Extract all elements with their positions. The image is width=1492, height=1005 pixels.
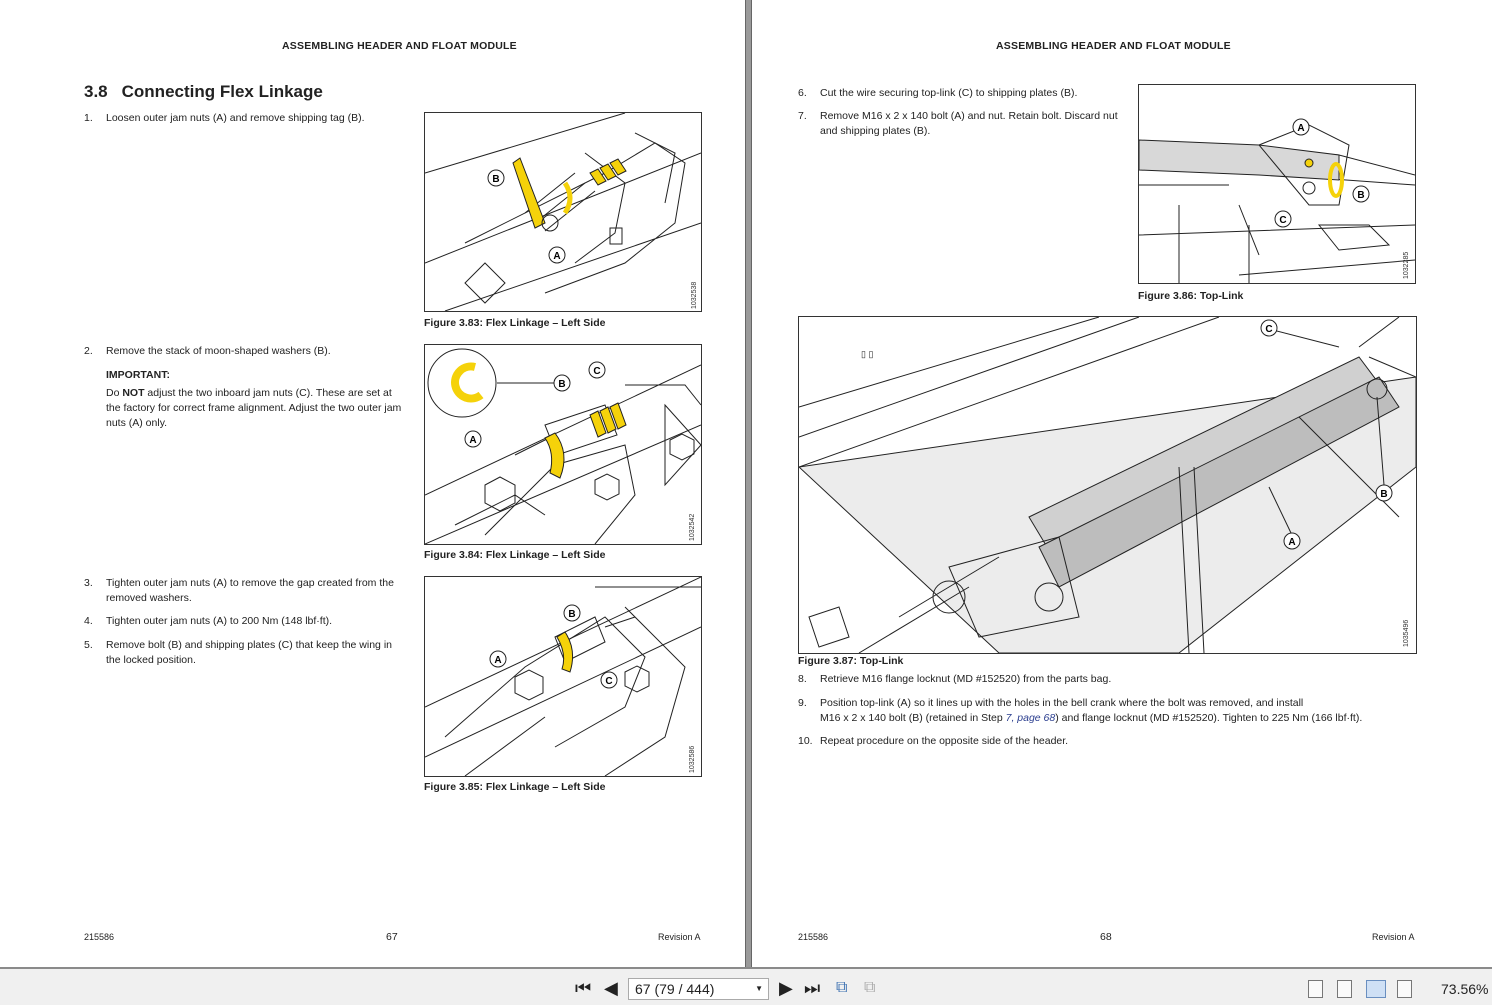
next-page-icon[interactable]: ▶ <box>779 978 793 998</box>
callout-b <box>488 170 504 186</box>
page-67 <box>0 0 745 967</box>
step-number: 9. <box>798 697 807 709</box>
svg-text:B: B <box>568 609 576 620</box>
step-number: 1. <box>84 112 93 124</box>
callout-c <box>1261 320 1277 336</box>
step-text: Tighten outer jam nuts (A) to remove the gap created from the removed washers. <box>106 577 394 604</box>
svg-text:▯ ▯: ▯ ▯ <box>861 349 874 359</box>
zoom-level[interactable]: 73.56% <box>1441 981 1489 997</box>
callout-a <box>549 247 565 263</box>
step-text: Cut the wire securing top-link (C) to shipping plates (B). <box>820 87 1078 99</box>
callout-c <box>589 362 605 378</box>
svg-text:C: C <box>1279 215 1287 226</box>
figure-3-85-image <box>424 576 702 777</box>
step-9-line-1: Position top-link (A) so it lines up with the holes in the bell crank where the bolt was removed, and install <box>820 697 1304 709</box>
step-text: Loosen outer jam nuts (A) and remove shipping tag (B). <box>106 112 365 124</box>
go-forward-view-icon[interactable]: ⧉ <box>864 979 876 996</box>
doc-number: 215586 <box>84 932 115 942</box>
step-number: 4. <box>84 615 93 627</box>
svg-text:C: C <box>605 676 613 687</box>
step-text: Repeat procedure on the opposite side of the header. <box>820 735 1069 747</box>
callout-b <box>1353 186 1369 202</box>
svg-text:A: A <box>553 251 561 262</box>
important-label: IMPORTANT: <box>106 369 170 381</box>
figure-3-83-image <box>424 112 702 312</box>
callout-b <box>564 605 580 621</box>
two-page-view-icon[interactable] <box>1366 980 1386 998</box>
figure-id: 1035496 <box>1403 619 1410 647</box>
callout-a <box>1293 119 1309 135</box>
step-number: 10. <box>798 735 813 747</box>
callout-b <box>1376 485 1392 501</box>
viewer-toolbar <box>0 967 1492 1005</box>
step-number: 8. <box>798 673 807 685</box>
step-9-line-2 <box>820 711 1420 726</box>
svg-text:C: C <box>593 366 601 377</box>
callout-b <box>554 375 570 391</box>
figure-caption: Figure 3.83: Flex Linkage – Left Side <box>424 317 606 329</box>
important-post: adjust the two inboard jam nuts (C). These are set at the factory for correct frame alignment. Adjust the two outer jam nuts (A) only. <box>106 387 402 429</box>
important-pre: Do <box>106 387 123 399</box>
running-header: ASSEMBLING HEADER AND FLOAT MODULE <box>996 40 1231 52</box>
step-number: 6. <box>798 87 807 99</box>
chevron-down-icon[interactable]: ▼ <box>755 984 763 993</box>
section-number: 3.8 <box>84 82 108 101</box>
step-9-post: ) and flange locknut (MD #152520). Tighten to 225 Nm (166 lbf·ft). <box>1055 712 1363 724</box>
figure-id: 1032538 <box>691 281 698 309</box>
figure-3-87-image <box>798 316 1417 654</box>
page-number: 67 <box>386 931 398 943</box>
step-number: 3. <box>84 577 93 589</box>
revision: Revision A <box>1372 932 1415 942</box>
cross-reference-link[interactable]: 7, page 68 <box>1005 712 1056 724</box>
page-field-value: 67 (79 / 444) <box>635 981 715 997</box>
doc-number: 215586 <box>798 932 829 942</box>
callout-a <box>465 431 481 447</box>
step-text: Tighten outer jam nuts (A) to 200 Nm (148 lbf·ft). <box>106 615 333 627</box>
callout-a <box>1284 533 1300 549</box>
figure-id: 1032285 <box>1403 251 1410 279</box>
svg-text:B: B <box>492 174 500 185</box>
step-text <box>820 696 1420 726</box>
last-page-icon[interactable]: ⏭ <box>804 978 821 998</box>
step-text: Remove M16 x 2 x 140 bolt (A) and nut. Retain bolt. Discard nut and shipping plates (B). <box>820 110 1118 137</box>
section-title-text: Connecting Flex Linkage <box>121 82 323 101</box>
svg-text:B: B <box>1380 489 1388 500</box>
previous-page-icon[interactable]: ◀ <box>604 978 618 998</box>
figure-caption: Figure 3.85: Flex Linkage – Left Side <box>424 781 606 793</box>
figure-3-84-image <box>424 344 702 545</box>
step-number: 7. <box>798 110 807 122</box>
figure-3-86-image <box>1138 84 1416 284</box>
figure-caption: Figure 3.86: Top-Link <box>1138 290 1244 302</box>
step-text: Remove the stack of moon-shaped washers (B). <box>106 345 331 357</box>
continuous-view-icon[interactable] <box>1337 980 1352 998</box>
important-bold: NOT <box>122 387 145 399</box>
running-header: ASSEMBLING HEADER AND FLOAT MODULE <box>282 40 517 52</box>
figure-caption: Figure 3.87: Top-Link <box>798 655 904 667</box>
step-text: Remove bolt (B) and shipping plates (C) that keep the wing in the locked position. <box>106 639 392 666</box>
svg-text:A: A <box>1288 537 1296 548</box>
svg-text:C: C <box>1265 324 1273 335</box>
figure-id: 1032542 <box>689 513 696 541</box>
page-68 <box>752 0 1492 967</box>
step-number: 2. <box>84 345 93 357</box>
svg-text:A: A <box>469 435 477 446</box>
important-note <box>106 368 406 431</box>
figure-id: 1032586 <box>689 745 696 773</box>
step-number: 5. <box>84 639 93 651</box>
svg-text:A: A <box>494 655 502 666</box>
figure-caption: Figure 3.84: Flex Linkage – Left Side <box>424 549 606 561</box>
single-page-view-icon[interactable] <box>1308 980 1323 998</box>
go-back-view-icon[interactable]: ⧉ <box>836 979 848 996</box>
section-title <box>84 82 337 102</box>
important-text <box>106 386 406 431</box>
two-page-continuous-view-icon[interactable] <box>1397 980 1412 998</box>
svg-text:B: B <box>558 379 566 390</box>
revision: Revision A <box>658 932 701 942</box>
step-text: Retrieve M16 flange locknut (MD #152520) from the parts bag. <box>820 673 1112 685</box>
page-separator <box>745 0 752 967</box>
svg-text:B: B <box>1357 190 1365 201</box>
step-9-pre: M16 x 2 x 140 bolt (B) (retained in Step <box>820 712 1006 724</box>
callout-a <box>490 651 506 667</box>
page-number-select[interactable] <box>628 978 769 1000</box>
callout-c <box>601 672 617 688</box>
first-page-icon[interactable]: ⏮ <box>575 978 592 998</box>
page-number: 68 <box>1100 931 1112 943</box>
svg-text:A: A <box>1297 123 1305 134</box>
callout-c <box>1275 211 1291 227</box>
